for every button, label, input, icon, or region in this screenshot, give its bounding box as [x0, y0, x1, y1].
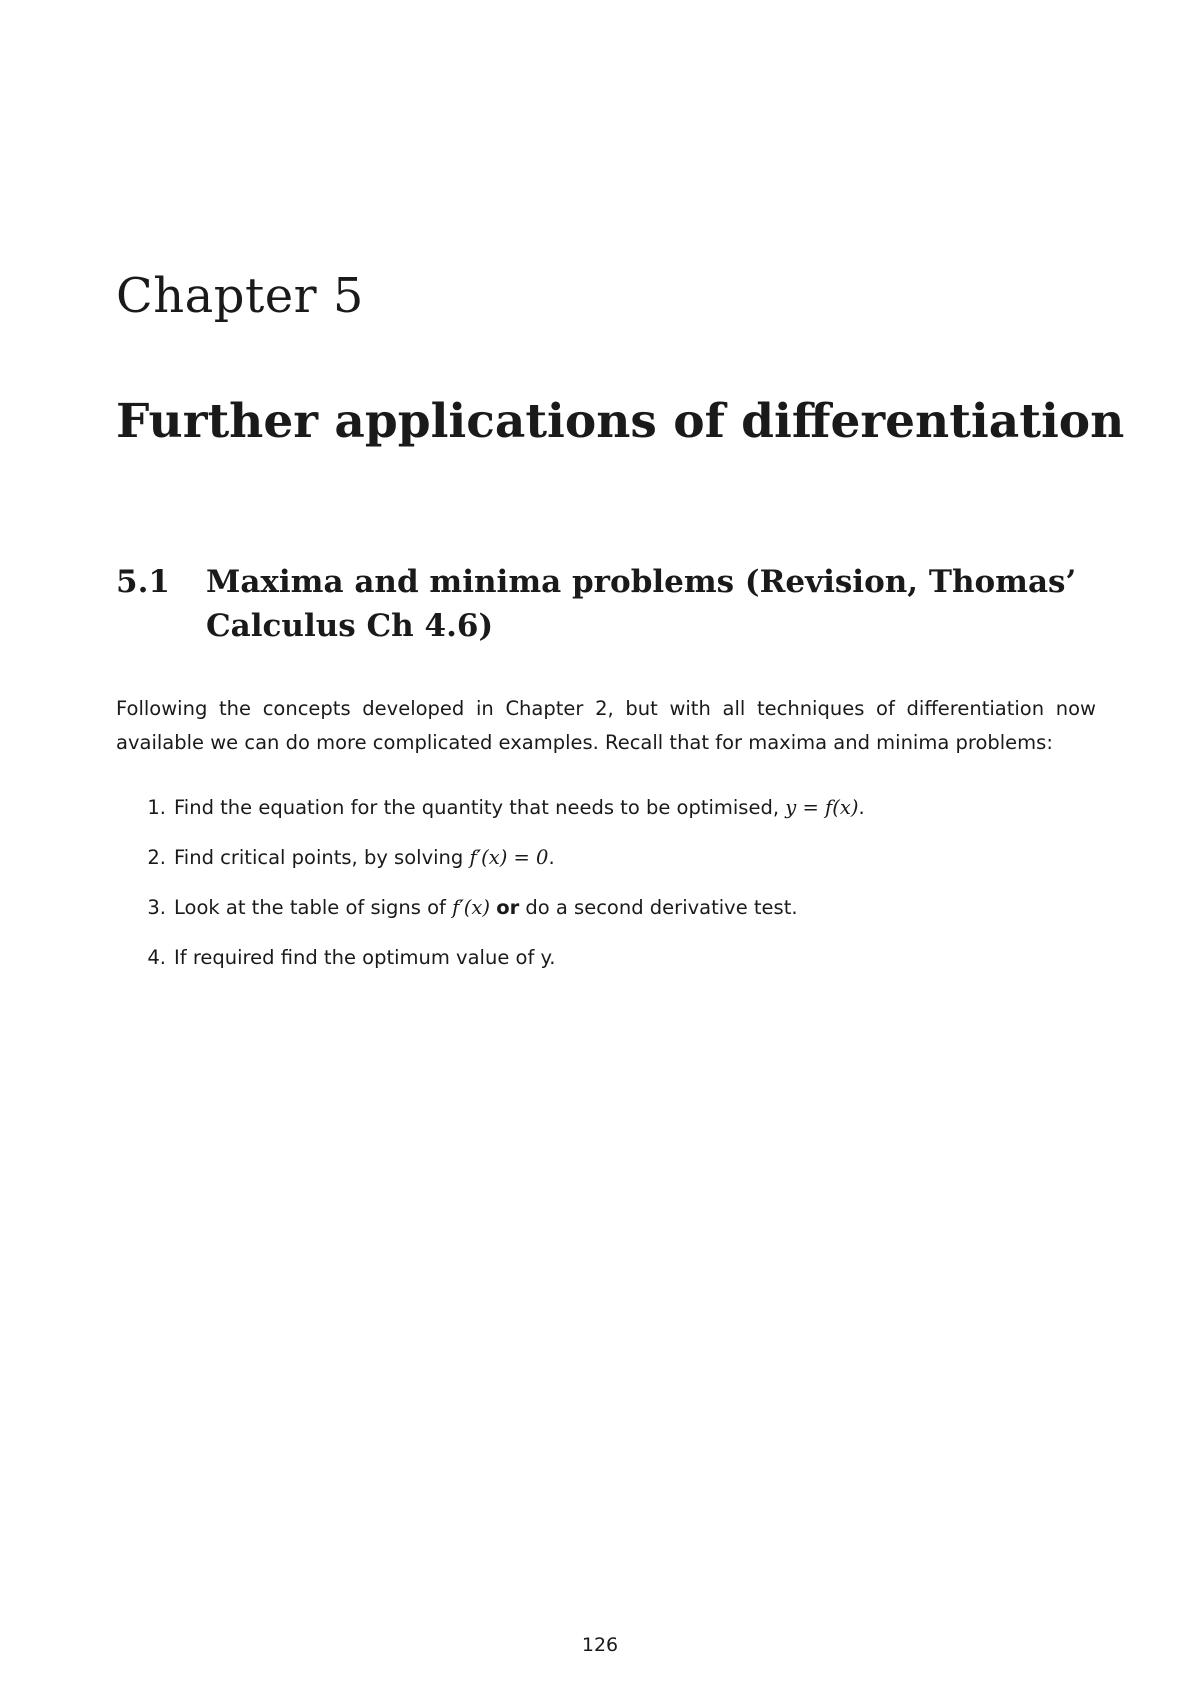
math-expression: f′(x): [452, 896, 490, 919]
list-item-text: [174, 790, 865, 840]
list-item: [116, 940, 1096, 990]
section-number: 5.1: [116, 564, 170, 600]
list-item-number: 2.: [147, 846, 166, 869]
chapter-title: Further applications of differentiation: [116, 394, 1125, 449]
intro-paragraph: Following the concepts developed in Chapter 2, but with all techniques of differentiation now available we can do more complicated examples. Recall that for maxima and minima problems:: [116, 697, 1096, 754]
steps-list: [116, 790, 1096, 990]
list-item-number: 1.: [147, 796, 166, 819]
list-item-text: [174, 840, 555, 890]
list-item-number: 3.: [147, 896, 166, 919]
list-item: [116, 790, 1096, 840]
step-text-end: do a second derivative test.: [519, 896, 798, 919]
step-text: Look at the table of signs of: [174, 896, 453, 919]
list-item: [116, 840, 1096, 890]
bold-or: or: [496, 896, 520, 919]
page-number: 126: [581, 1634, 619, 1656]
section-title: Maxima and minima problems (Revision, Thomas’ Calculus Ch 4.6): [206, 564, 1077, 644]
chapter-label: Chapter 5: [116, 268, 364, 324]
step-text: Find critical points, by solving: [174, 846, 470, 869]
section-heading: [116, 560, 1096, 648]
list-item-text: If required find the optimum value of y.: [174, 946, 556, 969]
step-text: Find the equation for the quantity that needs to be optimised,: [174, 796, 786, 819]
step-text-end: .: [858, 796, 865, 819]
math-expression: y = f(x): [785, 796, 859, 819]
step-text-end: .: [548, 846, 555, 869]
math-expression: f′(x) = 0: [469, 846, 549, 869]
list-item: [116, 890, 1096, 940]
list-item-number: 4.: [147, 946, 166, 969]
list-item-text: [174, 890, 798, 940]
